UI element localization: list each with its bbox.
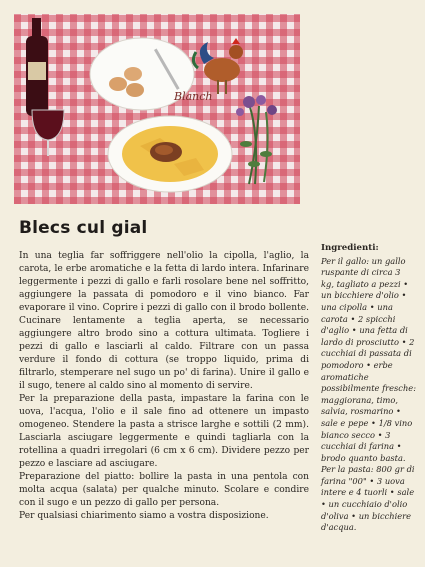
egg <box>126 83 144 97</box>
plate-brand-text: Blanch <box>174 90 213 103</box>
wine-bottle-label <box>28 62 46 80</box>
recipe-title: Blecs cul gial <box>19 218 148 238</box>
recipe-photo-illustration <box>14 14 300 204</box>
ingredients-column <box>321 243 416 534</box>
rooster-figurine <box>193 38 243 94</box>
herbs-bouquet <box>236 95 277 184</box>
ingredients-gallo: Per il gallo: un gallo ruspante di circa 3 kg, tagliato a pezzi • un bicchiere d'olio • una cipolla • una carota • 2 spicchi d'aglio • una fetta di lardo di prosciutto • 2 cucchiai di passata di pomodoro • erbe aromatiche possibilmente fresche: maggiorana, timo, salvia, rosmarino • sale e pepe • 1/8 vino bianco secco • 3 cucchiai di farina • brodo quanto basta. <box>321 255 416 463</box>
wine-glass <box>32 110 64 140</box>
recipe-paragraph: Preparazione del piatto: bollire la pasta in una pentola con molta acqua (salata) per qualche minuto. Scolare e condire con il sugo e un pezzo di gallo per persona. <box>19 472 309 508</box>
recipe-photo <box>14 14 300 204</box>
ingredients-heading: Ingredienti: <box>321 243 379 253</box>
recipe-body <box>19 250 309 523</box>
egg <box>109 77 127 91</box>
wine-bottle-neck <box>32 18 41 40</box>
recipe-paragraph: Per la preparazione della pasta, impastare la farina con le uova, l'acqua, l'olio e il sale fino ad ottenere un impasto omogeneo. Stendere la pasta a strisce larghe e sottili (2 mm). Lasciarla asciugare leggermente e quindi tagliarla con la rotellina a quadri irregolari (6 cm x 6 cm). Dividere pezzo per pezzo e lasciare ad asciugare. <box>19 394 309 469</box>
recipe-paragraph: Per qualsiasi chiarimento siamo a vostra disposizione. <box>19 511 269 521</box>
egg <box>124 67 142 81</box>
ingredients-pasta: Per la pasta: 800 gr di farina "00" • 3 uova intere e 4 tuorli • sale • un cucchiaio d'olio d'oliva • un bicchiere d'acqua. <box>321 464 415 533</box>
recipe-paragraph: In una teglia far soffriggere nell'olio la cipolla, l'aglio, la carota, le erbe aromatiche e la fetta di lardo intera. Infarinare leggermente i pezzi di gallo e farli rosolare bene nel soffritto, aggiungere la passata di pomodoro e il vino bianco. Far evaporare il vino. Coprire i pezzi di gallo con il brodo bollente. Cucinare lentamente a teglia aperta, se necessario aggiungere altro brodo sino a cottura ultimata. Togliere i pezzi di gallo e lasciarli al caldo. Filtrare con un passa verdure il fondo di cottura (se troppo liquido, prima di filtrarlo, stemperare nel sugo un po' di farina). Unire il gallo e il sugo, tenere al caldo sino al momento di servire. <box>19 251 309 391</box>
